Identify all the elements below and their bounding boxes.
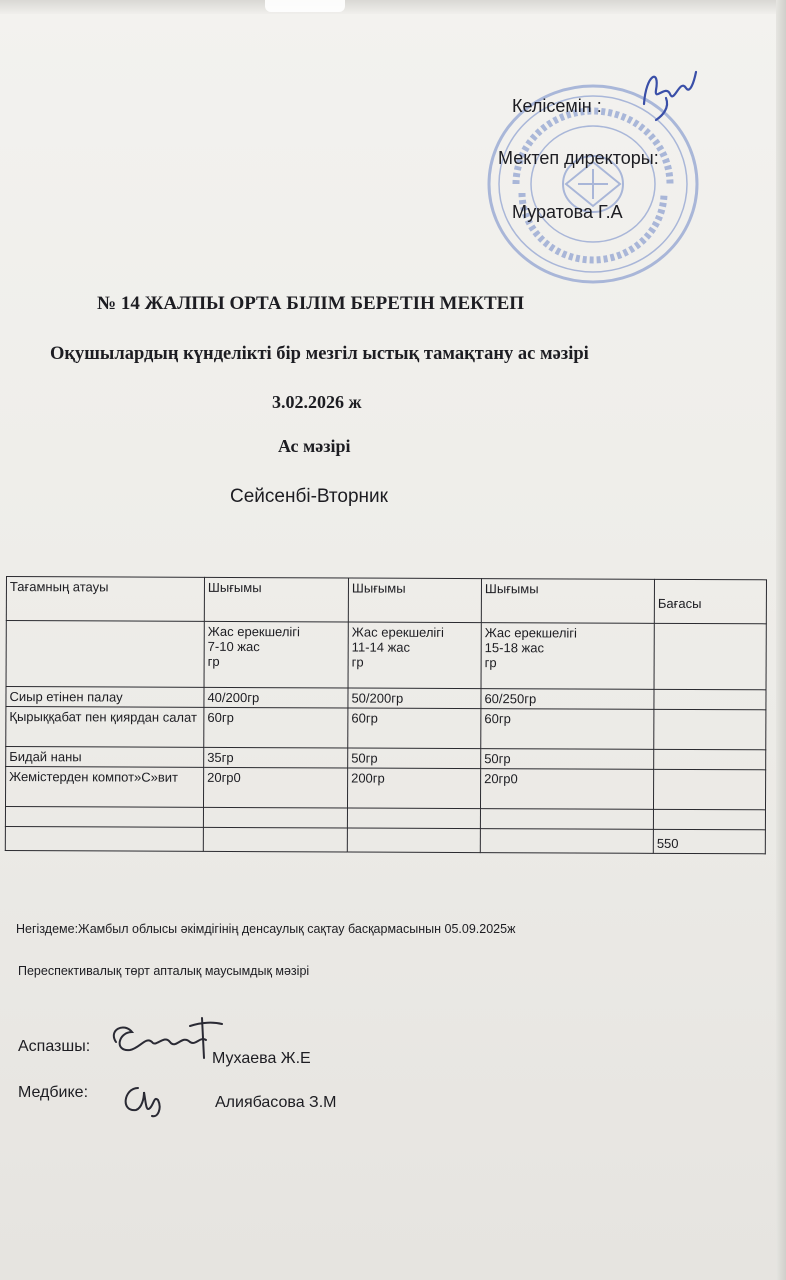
total-price: 550 xyxy=(653,829,765,853)
cook-name: Мухаева Ж.Е xyxy=(212,1050,311,1067)
menu-table xyxy=(5,576,767,854)
header-cell: Шығымы xyxy=(481,579,654,624)
nurse-label: Медбике: xyxy=(18,1084,89,1101)
right-edge xyxy=(776,0,786,1280)
menu-label: Ас мәзірі xyxy=(278,436,351,456)
price xyxy=(653,769,765,809)
dish-name xyxy=(5,826,203,851)
age-cell xyxy=(654,623,766,689)
portion-15-18 xyxy=(480,809,653,830)
cook-signature xyxy=(106,1012,224,1060)
age-line: Жас ерекшелігі xyxy=(207,623,300,640)
portion-11-14: 50гр xyxy=(348,748,481,769)
portion-15-18: 20гр0 xyxy=(480,769,653,810)
menu-subtitle: Оқушылардың күнделікті бір мезгіл ыстық тамақтану ас мәзірі xyxy=(50,344,589,364)
table-row xyxy=(5,767,765,810)
weekday: Сейсенбі-Вторник xyxy=(230,486,388,507)
approval-position: Мектеп директоры: xyxy=(498,148,659,168)
director-signature xyxy=(636,64,700,124)
dish-name: Қырыққабат пен қиярдан салат xyxy=(6,707,204,748)
portion-11-14 xyxy=(347,828,480,853)
age-cell-11-14 xyxy=(348,622,481,689)
approval-name: Муратова Г.А xyxy=(512,202,623,222)
portion-15-18 xyxy=(480,829,653,854)
basis-line-1: Негіздеме:Жамбыл облысы әкімдігінің денсаулық сақтау басқармасынын 05.09.2025ж xyxy=(16,922,516,936)
age-cell-7-10 xyxy=(204,621,348,688)
dish-name: Сиыр етінен палау xyxy=(6,687,204,708)
portion-7-10: 20гр0 xyxy=(203,767,347,808)
header-cell: Бағасы xyxy=(654,579,766,623)
portion-11-14: 60гр xyxy=(348,708,481,749)
dish-name: Жемістерден компот»С»вит xyxy=(5,767,203,808)
portion-7-10: 40/200гр xyxy=(204,687,348,708)
nurse-name: Алиябасова З.М xyxy=(215,1094,337,1111)
approval-agreed: Келісемін : xyxy=(512,96,602,116)
price xyxy=(654,749,766,769)
header-cell: Шығымы xyxy=(204,577,348,622)
header-cell: Тағамның атауы xyxy=(6,577,204,622)
age-line: Жас ерекшелігі xyxy=(351,624,444,640)
dish-name: Бидай наны xyxy=(6,747,204,768)
age-line: 7-10 жас xyxy=(207,638,260,655)
age-line: гр xyxy=(484,655,497,671)
price xyxy=(654,689,766,709)
age-line: гр xyxy=(207,653,220,669)
price xyxy=(653,809,765,829)
portion-11-14 xyxy=(347,808,480,829)
price xyxy=(654,709,766,749)
age-cell xyxy=(6,621,204,688)
portion-15-18: 60гр xyxy=(481,709,654,750)
portion-7-10 xyxy=(203,807,347,828)
age-cell-15-18 xyxy=(481,623,654,690)
portion-7-10: 60гр xyxy=(204,707,348,748)
age-line: 15-18 жас xyxy=(484,640,545,656)
age-line: гр xyxy=(351,654,364,670)
portion-11-14: 200гр xyxy=(347,768,480,809)
table-row xyxy=(6,707,766,750)
age-line: 11-14 жас xyxy=(351,639,411,655)
menu-date: 3.02.2026 ж xyxy=(272,392,362,412)
nurse-signature xyxy=(118,1078,172,1120)
top-fold xyxy=(0,0,786,14)
portion-15-18: 50гр xyxy=(481,749,654,770)
portion-7-10: 35гр xyxy=(204,747,348,768)
cook-label: Аспазшы: xyxy=(18,1038,91,1055)
portion-7-10 xyxy=(203,827,347,852)
portion-15-18: 60/250гр xyxy=(481,689,654,710)
table-header-row xyxy=(6,577,766,624)
portion-11-14: 50/200гр xyxy=(348,688,481,709)
age-row xyxy=(6,621,766,690)
total-row xyxy=(5,826,765,853)
age-line: Жас ерекшелігі xyxy=(484,625,577,641)
header-cell: Шығымы xyxy=(348,578,481,623)
dish-name xyxy=(5,807,203,828)
paper-tab xyxy=(265,0,345,12)
basis-line-2: Переспективалық төрт апталық маусымдық мәзірі xyxy=(18,964,310,978)
school-title: № 14 ЖАЛПЫ ОРТА БІЛІМ БЕРЕТІН МЕКТЕП xyxy=(97,293,525,314)
